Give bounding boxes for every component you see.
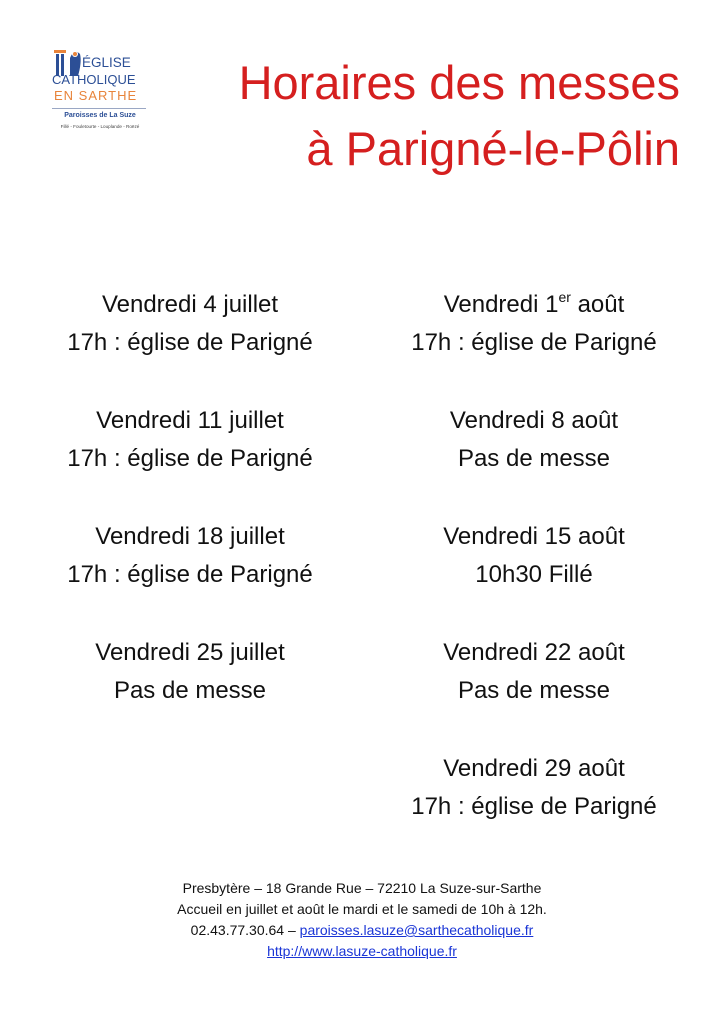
- logo-text-en-sarthe: EN SARTHE: [54, 88, 138, 103]
- page-title: [239, 50, 680, 182]
- footer-contact-line: [0, 920, 724, 941]
- title-line-1: Horaires des messes: [238, 56, 680, 109]
- entry-detail: 17h : église de Parigné: [67, 329, 313, 356]
- entry-date: Vendredi 25 juillet: [95, 639, 285, 666]
- entry-detail: Pas de messe: [113, 677, 267, 704]
- entry-date: Vendredi 22 août: [443, 639, 625, 666]
- entry-date: Vendredi 29 août: [443, 755, 625, 782]
- schedule-entry: [30, 634, 350, 750]
- ordinal-superscript: er: [558, 289, 571, 305]
- entry-date: Vendredi 15 août: [443, 523, 625, 550]
- entry-detail: Pas de messe: [457, 445, 611, 472]
- entry-date: [374, 286, 694, 324]
- schedule-entry: [30, 518, 350, 634]
- email-link[interactable]: paroisses.lasuze@sarthecatholique.fr: [299, 922, 534, 938]
- diocese-logo: [50, 42, 150, 146]
- schedule-entry: [374, 518, 694, 634]
- logo-divider: [52, 108, 146, 109]
- entry-date-suffix: août: [570, 291, 625, 318]
- august-schedule-column: [374, 286, 694, 866]
- logo-subtitle: Paroisses de La Suze: [64, 112, 136, 119]
- entry-date-prefix: Vendredi 1: [443, 291, 559, 318]
- footer-phone: 02.43.77.30.64 –: [190, 922, 300, 938]
- schedule-entry: [30, 402, 350, 518]
- title-line-2: à Parigné-le-Pôlin: [306, 122, 680, 175]
- entry-date: Vendredi 11 juillet: [96, 407, 284, 434]
- logo-parish-list: Fillé - Fouletourte - Louplande - Roëzé: [60, 124, 140, 129]
- entry-detail: 17h : église de Parigné: [67, 445, 313, 472]
- entry-date: Vendredi 4 juillet: [101, 291, 279, 318]
- footer-website-line: [0, 941, 724, 962]
- footer-hours: Accueil en juillet et août le mardi et le samedi de 10h à 12h.: [177, 901, 547, 917]
- logo-text-catholique: CATHOLIQUE: [52, 72, 136, 87]
- entry-date: Vendredi 18 juillet: [95, 523, 285, 550]
- footer-address: Presbytère – 18 Grande Rue – 72210 La Suze-sur-Sarthe: [182, 880, 542, 896]
- entry-detail: 17h : église de Parigné: [411, 329, 657, 356]
- schedule-entry: [374, 286, 694, 402]
- entry-detail: Pas de messe: [457, 677, 611, 704]
- entry-detail: 10h30 Fillé: [475, 561, 593, 588]
- logo-text-eglise: ÉGLISE: [82, 55, 131, 70]
- july-schedule-column: [30, 286, 350, 750]
- schedule-entry: [30, 286, 350, 402]
- entry-date: Vendredi 8 août: [449, 407, 619, 434]
- schedule-entry: [374, 750, 694, 866]
- contact-footer: [0, 878, 724, 962]
- entry-detail: 17h : église de Parigné: [411, 793, 657, 820]
- website-link[interactable]: http://www.lasuze-catholique.fr: [267, 943, 457, 959]
- schedule-entry: [374, 634, 694, 750]
- schedule-entry: [374, 402, 694, 518]
- entry-detail: 17h : église de Parigné: [67, 561, 313, 588]
